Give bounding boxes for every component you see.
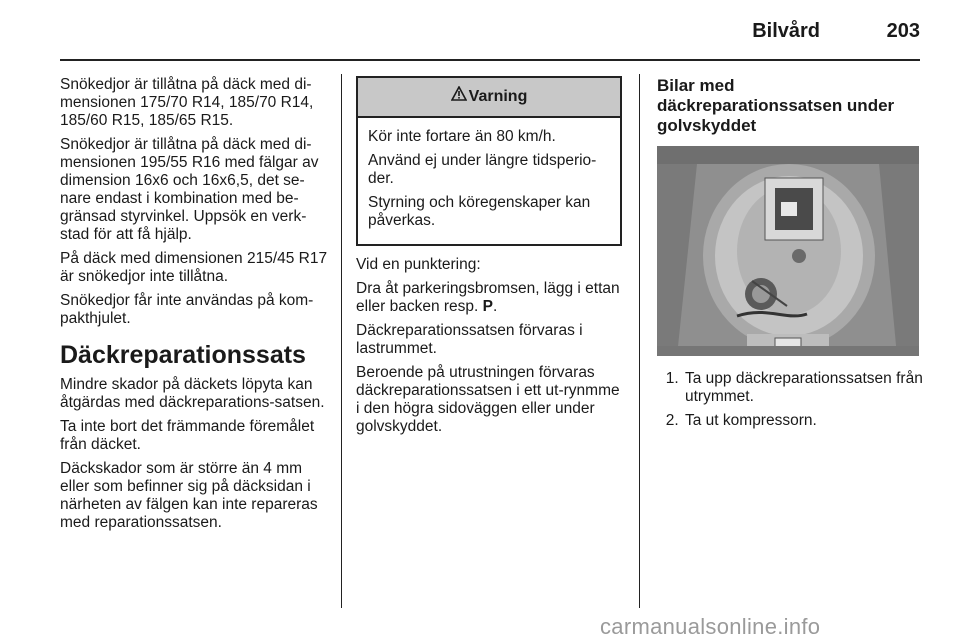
column-left bbox=[60, 76, 328, 538]
column-divider-right bbox=[639, 74, 640, 608]
snow-chain-paragraph-1: Snökedjor är tillåtna på däck med di-mensionen 175/70 R14, 185/70 R14, 185/60 R15, 185/65 R15. bbox=[60, 76, 314, 129]
puncture-intro: Vid en punktering: bbox=[356, 256, 481, 273]
column-middle bbox=[356, 76, 622, 442]
kit-storage-paragraph: Däckreparationssatsen förvaras i lastrummet. bbox=[356, 322, 583, 357]
list-item: 1. Ta upp däckreparationssatsen från utrymmet. bbox=[683, 370, 923, 406]
repair-kit-paragraph-3: Däckskador som är större än 4 mm eller som befinner sig på däcksidan i närheten av fälgen kan inte repareras med reparationssatsen. bbox=[60, 460, 318, 531]
gear-p-label: P bbox=[482, 298, 493, 315]
warning-title: Varning bbox=[468, 88, 528, 106]
repair-kit-paragraph-2: Ta inte bort det främmande föremålet från däcket. bbox=[60, 418, 315, 453]
page-number: 203 bbox=[886, 20, 920, 42]
warning-header bbox=[358, 78, 620, 118]
trunk-repair-kit-photo bbox=[657, 146, 919, 356]
parking-brake-instruction bbox=[356, 280, 622, 316]
parking-brake-period: . bbox=[493, 298, 498, 315]
warning-triangle-icon bbox=[451, 78, 467, 116]
floor-kit-heading: Bilar med däckreparationssatsen under golvskyddet bbox=[657, 76, 895, 135]
list-item: 2. Ta ut kompressorn. bbox=[683, 412, 923, 430]
warning-box bbox=[356, 76, 622, 246]
kit-location-paragraph: Beroende på utrustningen förvaras däckreparationssatsen i ett ut-rynmme i den högra sidoväggen eller under golvskyddet. bbox=[356, 364, 620, 435]
site-watermark: carmanualsonline.info bbox=[600, 614, 821, 639]
warning-line-1: Kör inte fortare än 80 km/h. bbox=[368, 128, 556, 145]
repair-kit-paragraph-1: Mindre skador på däckets löpyta kan åtgärdas med däckreparations-satsen. bbox=[60, 376, 325, 411]
column-divider-left bbox=[341, 74, 342, 608]
header-divider bbox=[60, 59, 920, 61]
snow-chain-paragraph-4: Snökedjor får inte användas på kom-pakthjulet. bbox=[60, 292, 314, 327]
kit-steps-list bbox=[657, 370, 923, 430]
warning-body bbox=[358, 118, 620, 244]
warning-line-3: Styrning och köregenskaper kan påverkas. bbox=[368, 194, 591, 229]
warning-line-2: Använd ej under längre tidsperio-der. bbox=[368, 152, 597, 187]
parking-brake-text: Dra åt parkeringsbromsen, lägg i ettan eller backen resp. bbox=[356, 280, 620, 315]
section-title: Bilvård bbox=[752, 20, 820, 42]
repair-kit-heading: Däckreparationssats bbox=[60, 341, 306, 369]
snow-chain-paragraph-3: På däck med dimensionen 215/45 R17 är snökedjor inte tillåtna. bbox=[60, 250, 328, 285]
column-right bbox=[657, 76, 923, 436]
snow-chain-paragraph-2: Snökedjor är tillåtna på däck med di-mensionen 195/55 R16 med fälgar av dimension 16x6 och 16x6,5, det se-nare endast i kombination med be-gränsad styrvinkel. Uppsök en verk-stad för att få hjälp. bbox=[60, 136, 319, 243]
